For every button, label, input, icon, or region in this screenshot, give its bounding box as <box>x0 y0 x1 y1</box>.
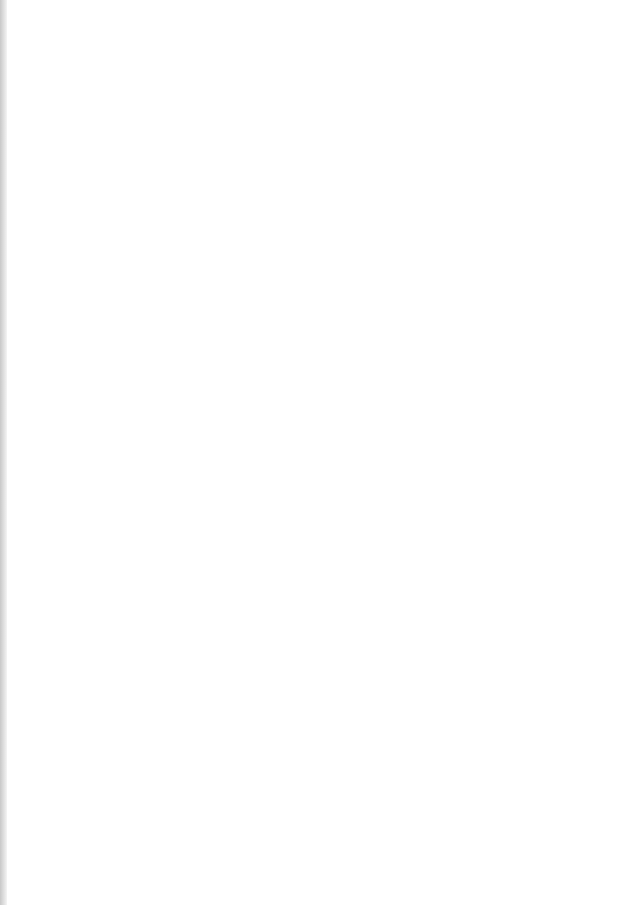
scan-edge-shadow <box>0 0 7 905</box>
